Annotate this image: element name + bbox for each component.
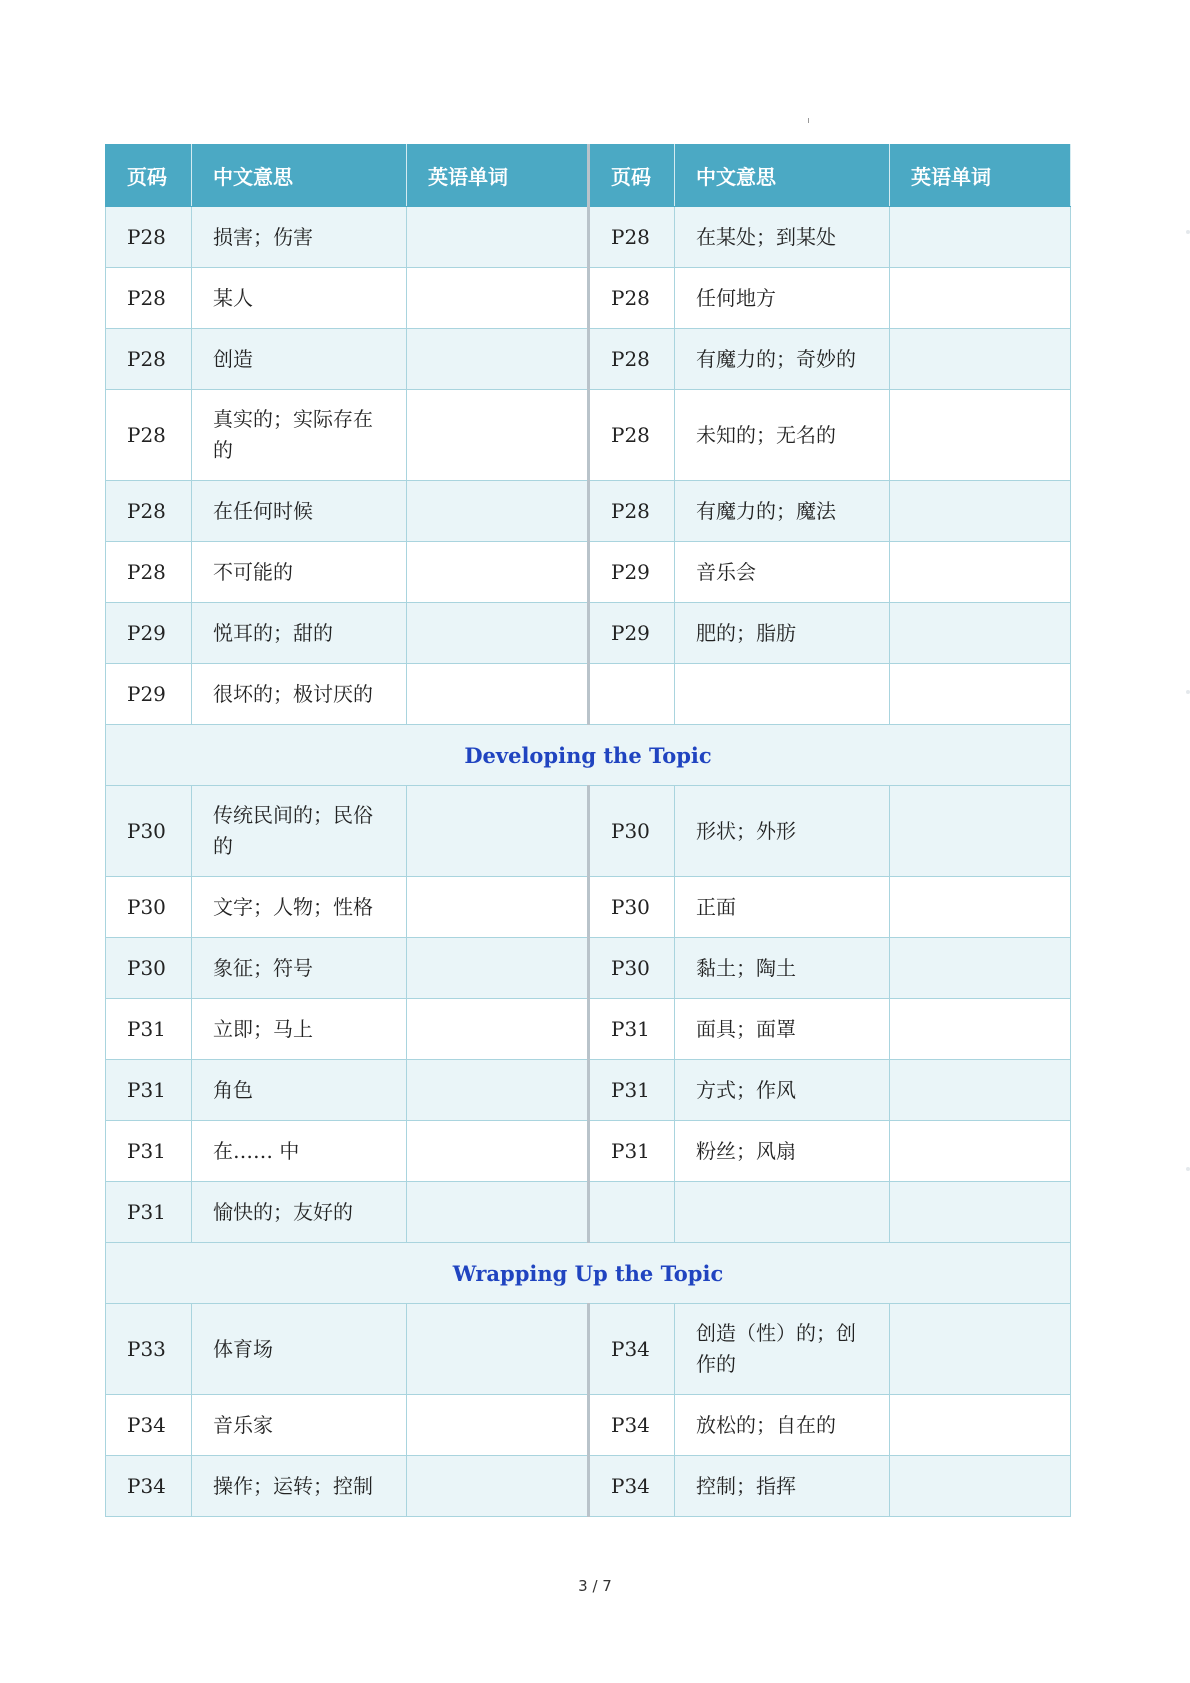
- chinese-cell: 有魔力的；奇妙的: [675, 329, 890, 390]
- chinese-cell: 任何地方: [675, 268, 890, 329]
- english-cell[interactable]: [890, 542, 1071, 603]
- header-english: 英语单词: [407, 145, 589, 207]
- page-cell: P29: [589, 542, 675, 603]
- vocabulary-body: [106, 207, 1071, 1517]
- table-row: [106, 1304, 1071, 1395]
- page-cell: P28: [106, 481, 192, 542]
- page-cell: P29: [589, 603, 675, 664]
- table-row: [106, 999, 1071, 1060]
- english-cell[interactable]: [407, 390, 589, 481]
- english-cell[interactable]: [407, 1304, 589, 1395]
- table-row: [106, 481, 1071, 542]
- english-cell[interactable]: [407, 329, 589, 390]
- chinese-cell: 很坏的；极讨厌的: [192, 664, 407, 725]
- chinese-cell: 文字；人物；性格: [192, 877, 407, 938]
- chinese-cell: [675, 664, 890, 725]
- page-cell: P30: [589, 877, 675, 938]
- table-row: [106, 329, 1071, 390]
- table-row: [106, 1395, 1071, 1456]
- page-cell: P28: [106, 268, 192, 329]
- page-cell: P30: [589, 786, 675, 877]
- section-row: [106, 725, 1071, 786]
- english-cell[interactable]: [407, 1121, 589, 1182]
- english-cell[interactable]: [407, 542, 589, 603]
- page-cell: P34: [589, 1304, 675, 1395]
- chinese-cell: 肥的；脂肪: [675, 603, 890, 664]
- english-cell[interactable]: [407, 1456, 589, 1517]
- english-cell[interactable]: [890, 786, 1071, 877]
- english-cell[interactable]: [407, 603, 589, 664]
- page-cell: P29: [106, 664, 192, 725]
- chinese-cell: 方式；作风: [675, 1060, 890, 1121]
- table-row: [106, 1121, 1071, 1182]
- table-row: [106, 1182, 1071, 1243]
- chinese-cell: 在…… 中: [192, 1121, 407, 1182]
- table-row: [106, 938, 1071, 999]
- header-english: 英语单词: [890, 145, 1071, 207]
- page-cell: P28: [589, 207, 675, 268]
- page-cell: P28: [589, 390, 675, 481]
- page-cell: P28: [106, 329, 192, 390]
- chinese-cell: [675, 1182, 890, 1243]
- chinese-cell: 创造（性）的；创作的: [675, 1304, 890, 1395]
- chinese-cell: 面具；面罩: [675, 999, 890, 1060]
- english-cell[interactable]: [407, 481, 589, 542]
- page-cell: P28: [589, 481, 675, 542]
- page-cell: [589, 664, 675, 725]
- english-cell[interactable]: [407, 786, 589, 877]
- english-cell[interactable]: [407, 207, 589, 268]
- header-chinese: 中文意思: [675, 145, 890, 207]
- english-cell[interactable]: [407, 938, 589, 999]
- table-row: [106, 877, 1071, 938]
- english-cell[interactable]: [890, 1395, 1071, 1456]
- chinese-cell: 音乐家: [192, 1395, 407, 1456]
- table-row: [106, 207, 1071, 268]
- page-cell: P34: [589, 1395, 675, 1456]
- chinese-cell: 立即；马上: [192, 999, 407, 1060]
- chinese-cell: 体育场: [192, 1304, 407, 1395]
- section-title: Wrapping Up the Topic: [106, 1243, 1071, 1304]
- header-page: 页码: [589, 145, 675, 207]
- chinese-cell: 放松的；自在的: [675, 1395, 890, 1456]
- chinese-cell: 悦耳的；甜的: [192, 603, 407, 664]
- chinese-cell: 象征；符号: [192, 938, 407, 999]
- page-cell: P29: [106, 603, 192, 664]
- page-cell: P31: [106, 1182, 192, 1243]
- english-cell[interactable]: [407, 877, 589, 938]
- table-row: [106, 390, 1071, 481]
- edge-mark: [1186, 690, 1190, 694]
- chinese-cell: 粉丝；风扇: [675, 1121, 890, 1182]
- page-cell: P33: [106, 1304, 192, 1395]
- chinese-cell: 真实的；实际存在的: [192, 390, 407, 481]
- english-cell[interactable]: [407, 664, 589, 725]
- page-cell: P31: [589, 999, 675, 1060]
- chinese-cell: 传统民间的；民俗的: [192, 786, 407, 877]
- page-cell: P28: [106, 542, 192, 603]
- section-row: [106, 1243, 1071, 1304]
- table-row: [106, 603, 1071, 664]
- chinese-cell: 某人: [192, 268, 407, 329]
- english-cell[interactable]: [890, 877, 1071, 938]
- english-cell[interactable]: [890, 1121, 1071, 1182]
- table-row: [106, 268, 1071, 329]
- header-row: [106, 145, 1071, 207]
- chinese-cell: 在任何时候: [192, 481, 407, 542]
- page-cell: P28: [106, 207, 192, 268]
- english-cell[interactable]: [407, 268, 589, 329]
- page-cell: P30: [106, 938, 192, 999]
- english-cell[interactable]: [407, 1182, 589, 1243]
- english-cell[interactable]: [890, 938, 1071, 999]
- english-cell[interactable]: [890, 1456, 1071, 1517]
- page-cell: P34: [106, 1395, 192, 1456]
- chinese-cell: 角色: [192, 1060, 407, 1121]
- page-cell: P31: [106, 1121, 192, 1182]
- chinese-cell: 形状；外形: [675, 786, 890, 877]
- chinese-cell: 创造: [192, 329, 407, 390]
- table-row: [106, 1456, 1071, 1517]
- section-title: Developing the Topic: [106, 725, 1071, 786]
- header-page: 页码: [106, 145, 192, 207]
- english-cell[interactable]: [890, 603, 1071, 664]
- page-cell: P34: [106, 1456, 192, 1517]
- page-cell: [589, 1182, 675, 1243]
- chinese-cell: 控制；指挥: [675, 1456, 890, 1517]
- english-cell[interactable]: [407, 1395, 589, 1456]
- chinese-cell: 愉快的；友好的: [192, 1182, 407, 1243]
- chinese-cell: 不可能的: [192, 542, 407, 603]
- chinese-cell: 在某处；到某处: [675, 207, 890, 268]
- page-cell: P28: [589, 268, 675, 329]
- page-cell: P30: [106, 877, 192, 938]
- english-cell[interactable]: [890, 481, 1071, 542]
- english-cell[interactable]: [407, 999, 589, 1060]
- edge-mark: [1186, 230, 1190, 234]
- table-row: [106, 1060, 1071, 1121]
- page-cell: P34: [589, 1456, 675, 1517]
- page-cell: P31: [589, 1060, 675, 1121]
- table-row: [106, 542, 1071, 603]
- page-cell: P28: [106, 390, 192, 481]
- english-cell[interactable]: [407, 1060, 589, 1121]
- page-cell: P31: [589, 1121, 675, 1182]
- page-number: 3 / 7: [578, 1577, 612, 1595]
- page-cell: P31: [106, 1060, 192, 1121]
- english-cell[interactable]: [890, 390, 1071, 481]
- chinese-cell: 音乐会: [675, 542, 890, 603]
- chinese-cell: 损害；伤害: [192, 207, 407, 268]
- tick-mark: [808, 118, 809, 123]
- table-row: [106, 664, 1071, 725]
- english-cell[interactable]: [890, 1182, 1071, 1243]
- english-cell[interactable]: [890, 268, 1071, 329]
- chinese-cell: 未知的；无名的: [675, 390, 890, 481]
- header-chinese: 中文意思: [192, 145, 407, 207]
- chinese-cell: 有魔力的；魔法: [675, 481, 890, 542]
- page-cell: P30: [589, 938, 675, 999]
- chinese-cell: 操作；运转；控制: [192, 1456, 407, 1517]
- page-cell: P30: [106, 786, 192, 877]
- english-cell[interactable]: [890, 207, 1071, 268]
- chinese-cell: 黏土；陶土: [675, 938, 890, 999]
- english-cell[interactable]: [890, 999, 1071, 1060]
- page-cell: P31: [106, 999, 192, 1060]
- page-cell: P28: [589, 329, 675, 390]
- english-cell[interactable]: [890, 1304, 1071, 1395]
- vocabulary-table: [105, 144, 1071, 1517]
- table-row: [106, 786, 1071, 877]
- english-cell[interactable]: [890, 329, 1071, 390]
- english-cell[interactable]: [890, 664, 1071, 725]
- chinese-cell: 正面: [675, 877, 890, 938]
- english-cell[interactable]: [890, 1060, 1071, 1121]
- edge-mark: [1186, 1167, 1190, 1171]
